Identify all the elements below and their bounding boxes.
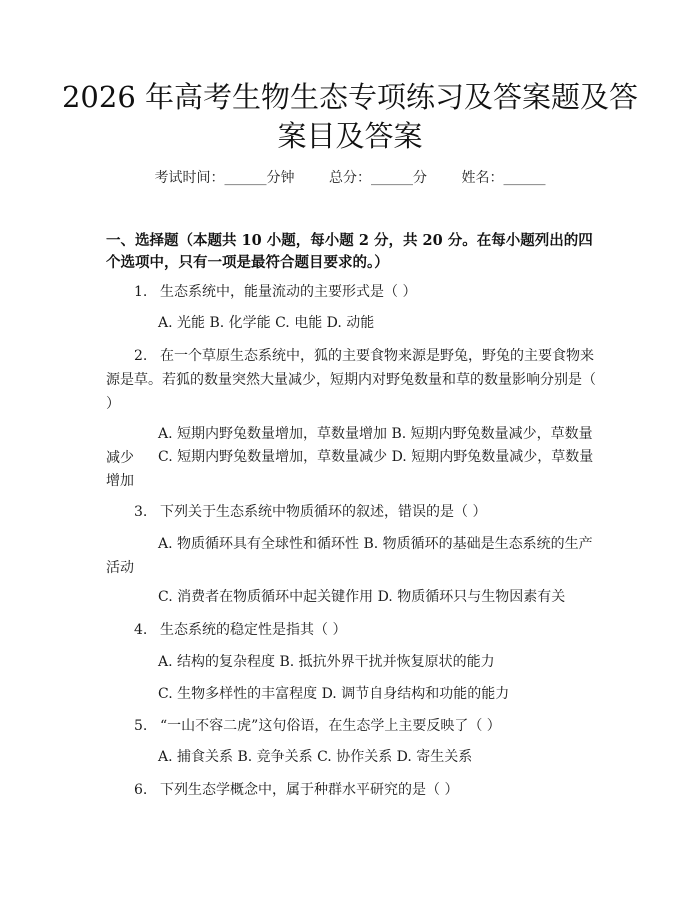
question-text: 下列生态学概念中，属于种群水平研究的是（ ）: [160, 782, 459, 798]
question-number: 1.: [134, 284, 148, 300]
question-5-options: A. 捕食关系 B. 竞争关系 C. 协作关系 D. 寄生关系: [158, 749, 473, 765]
question-number: 3.: [134, 504, 148, 520]
question-text: 生态系统的稳定性是指其（ ）: [160, 622, 347, 638]
question-1: [106, 280, 602, 304]
page-title: 2026 年高考生物生态专项练习及答案题及答案目及答案: [61, 80, 639, 153]
question-6: [106, 778, 602, 802]
section-heading: 一、选择题（本题共 10 小题，每小题 2 分，共 20 分。在每小题列出的四个选项中，只有一项是最符合题目要求的。）: [106, 232, 593, 271]
question-4-options-ab: A. 结构的复杂程度 B. 抵抗外界干扰并恢复原状的能力: [158, 654, 495, 670]
question-4: [106, 618, 602, 642]
question-3-options-ab: A. 物质循环具有全球性和循环性 B. 物质循环的基础是生态系统的生产活动: [106, 536, 593, 576]
question-text: “一山不容二虎”这句俗语，在生态学上主要反映了（ ）: [160, 718, 501, 734]
question-4-options-cd: C. 生物多样性的丰富程度 D. 调节自身结构和功能的能力: [158, 686, 510, 702]
question-number: 2.: [134, 348, 148, 364]
question-3: [106, 500, 602, 524]
question-2: [106, 344, 602, 416]
question-number: 6.: [134, 782, 148, 798]
question-2-options-ab: A. 短期内野兔数量增加，草数量增加 B. 短期内野兔数量减少，草数量减少: [106, 426, 593, 466]
question-text: 生态系统中，能量流动的主要形式是（ ）: [160, 284, 417, 300]
question-3-options-cd: C. 消费者在物质循环中起关键作用 D. 物质循环只与生物因素有关: [158, 589, 566, 605]
question-1-options: A. 光能 B. 化学能 C. 电能 D. 动能: [158, 315, 375, 331]
student-name: 姓名：______: [461, 170, 546, 186]
question-2-options-cd: C. 短期内野兔数量增加，草数量减少 D. 短期内野兔数量减少，草数量增加: [106, 449, 594, 489]
exam-meta: [0, 168, 700, 188]
question-text: 下列关于生态系统中物质循环的叙述，错误的是（ ）: [160, 504, 487, 520]
question-number: 4.: [134, 622, 148, 638]
question-number: 5.: [134, 718, 148, 734]
exam-time: 考试时间：______分钟: [154, 170, 295, 186]
total-score: 总分：______分: [329, 170, 427, 186]
question-5: [106, 714, 602, 738]
question-text: 在一个草原生态系统中，狐的主要食物来源是野兔，野兔的主要食物来源是草。若狐的数量突然大量减少，短期内对野兔数量和草的数量影响分别是（ ）: [106, 348, 596, 412]
